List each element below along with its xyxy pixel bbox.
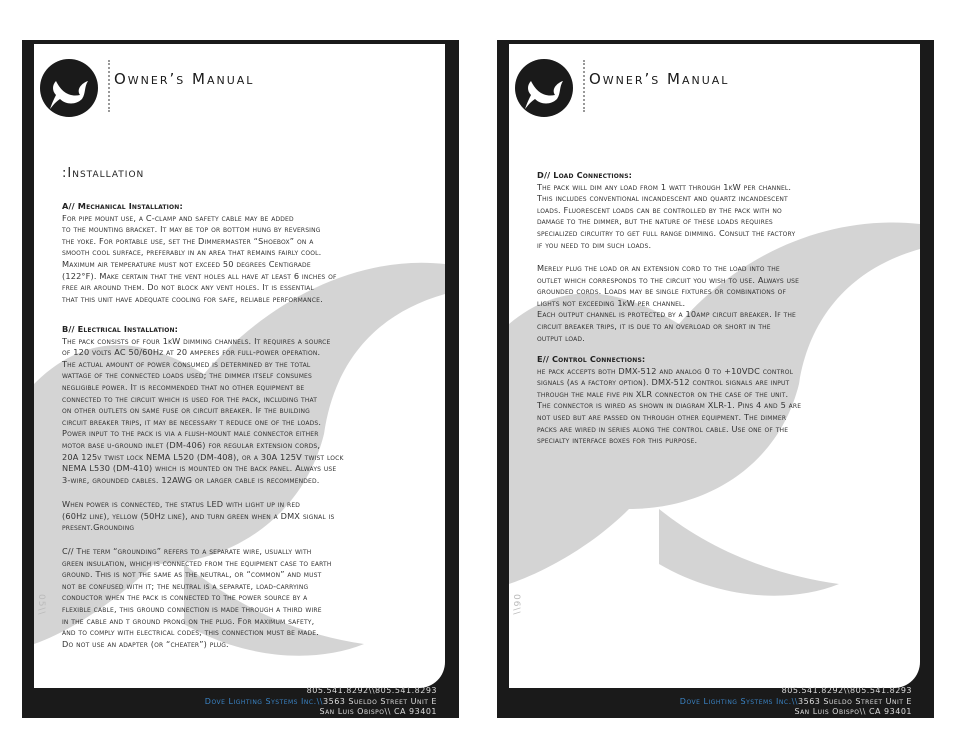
dove-logo-icon bbox=[515, 59, 573, 117]
text-line: For pipe mount use, a C-clamp and safety cable may be added bbox=[62, 212, 294, 223]
page-header-title: Owner’s Manual bbox=[589, 70, 730, 88]
text-line: and to comply with electrical codes, this connection must be made. bbox=[62, 627, 319, 638]
manual-page-right bbox=[497, 40, 934, 718]
text-line: The pack consists of four 1kW dimming channels. It requires a source bbox=[62, 335, 331, 346]
header-divider bbox=[583, 60, 585, 112]
header-divider bbox=[108, 60, 110, 112]
text-line: connected to the circuit which is used for the pack, including that bbox=[62, 393, 318, 404]
text-line: 20A 125v twist lock NEMA L520 (DM-408), or a 30A 125V twist lock bbox=[62, 451, 344, 462]
footer-phone: 805.541.8292\\805.541.8293 bbox=[306, 686, 437, 695]
text-line: specialty interface boxes for this purpose. bbox=[537, 435, 698, 446]
page-panel bbox=[509, 44, 920, 688]
text-line: on other outlets on same fuse or circuit breaker. If the building bbox=[62, 405, 310, 416]
text-line: wattage of the connected loads used; the dimmer itself consumes bbox=[62, 370, 312, 381]
footer-phone: 805.541.8292\\805.541.8293 bbox=[781, 686, 912, 695]
text-line: NEMA L530 (DM-410) which is mounted on the back panel. Always use bbox=[62, 463, 337, 474]
text-line: The connector is wired as shown in diagram XLR-1. Pins 4 and 5 are bbox=[537, 400, 802, 411]
text-line: not used but are passed on through other equipment. The dimmer bbox=[537, 411, 787, 422]
section-heading: E// Control Connections: bbox=[537, 354, 646, 364]
text-line: damage to the dimmer, but the nature of these loads requires bbox=[537, 216, 773, 227]
page-panel bbox=[34, 44, 445, 688]
text-line: outlet which corresponds to the circuit you wish to use. Always use bbox=[537, 274, 800, 285]
footer-street: 3563 Sueldo Street Unit E bbox=[798, 696, 912, 706]
text-line: if you need to dim such loads. bbox=[537, 239, 652, 250]
mechanical-installation-section bbox=[62, 201, 438, 305]
dove-logo-icon bbox=[40, 59, 98, 117]
page-footer bbox=[680, 686, 912, 718]
text-line: Power input to the pack is via a flush-mount male connector either bbox=[62, 428, 319, 439]
text-line: (122°F). Make certain that the vent holes all have at least 6 inches of bbox=[62, 270, 337, 281]
section-title: :Installation bbox=[62, 166, 145, 181]
text-line: output load. bbox=[537, 332, 585, 343]
footer-city: San Luis Obispo\\ CA 93401 bbox=[319, 707, 437, 716]
text-line: negligible power. It is recommended that no other equipment be bbox=[62, 381, 305, 392]
text-line: signals (as a factory option). DMX-512 control signals are input bbox=[537, 377, 790, 388]
page-footer bbox=[205, 686, 437, 718]
footer-address-line bbox=[205, 697, 437, 708]
text-line: When power is connected, the status LED with light up in red bbox=[62, 499, 301, 509]
footer-street: 3563 Sueldo Street Unit E bbox=[323, 696, 437, 706]
manual-page-left bbox=[22, 40, 459, 718]
electrical-installation-section bbox=[62, 324, 438, 486]
text-line: This includes conventional incandescent and quartz incandescent bbox=[537, 193, 788, 204]
text-line: packs are wired in series along the control cable. Use one of the bbox=[537, 423, 789, 434]
page-header-title: Owner’s Manual bbox=[114, 70, 255, 88]
footer-company: Dove Lighting Systems Inc.\\ bbox=[204, 696, 324, 706]
section-heading: D// Load Connections: bbox=[537, 170, 633, 180]
text-line: the yoke. For portable use, set the Dimmermaster “Shoebox” on a bbox=[62, 235, 314, 246]
page-number: 06\\ bbox=[511, 594, 521, 616]
text-line: lights not exceeding 1kW per channel. bbox=[537, 297, 686, 308]
text-line: Do not use an adapter (or “cheater”) plug. bbox=[62, 638, 229, 649]
text-line: in the cable and t ground prong on the plug. For maximum safety, bbox=[62, 615, 315, 626]
text-line: ground. This is not the same as the neutral, or “common” and must bbox=[62, 569, 322, 580]
text-line: conductor when the pack is connected to the power source by a bbox=[62, 592, 308, 603]
text-line: Maximum air temperature must not exceed 50 degrees Centigrade bbox=[62, 258, 311, 269]
text-line: The actual amount of power consumed is determined by the total bbox=[62, 358, 311, 369]
control-connections-section bbox=[537, 354, 913, 447]
text-line: motor base u-ground inlet (DM-406) for regular extension cords, bbox=[62, 439, 321, 450]
footer-company: Dove Lighting Systems Inc.\\ bbox=[679, 696, 799, 706]
text-line: Each output channel is protected by a 10amp circuit breaker. If the bbox=[537, 309, 796, 320]
text-line: grounded cords. Loads may be single fixtures or combinations of bbox=[537, 286, 787, 297]
text-line: Merely plug the load or an extension cord to the load into the bbox=[537, 263, 780, 273]
text-line: 3-wire, grounded cables. 12AWG or larger cable is recommended. bbox=[62, 474, 320, 485]
text-line: smooth cool surface, preferably in an area that remains fairly cool. bbox=[62, 247, 322, 258]
text-line: C// The term “grounding” refers to a separate wire, usually with bbox=[62, 546, 312, 556]
text-line: green insulation, which is connected from the equipment case to earth bbox=[62, 557, 332, 568]
load-connections-section bbox=[537, 170, 913, 251]
text-line: specialized circuitry to get full range dimming. Consult the factory bbox=[537, 227, 796, 238]
footer-city: San Luis Obispo\\ CA 93401 bbox=[794, 707, 912, 716]
plug-in-section bbox=[537, 263, 913, 344]
text-line: not be confused with it; the neutral is a separate, load-carrying bbox=[62, 580, 309, 591]
text-line: loads. Fluorescent loads can be controlled by the pack with no bbox=[537, 204, 782, 215]
text-line: of 120 volts AC 50/60Hz at 20 amperes for full-power operation. bbox=[62, 347, 321, 358]
footer-address-line bbox=[680, 697, 912, 708]
text-line: free air around them. Do not block any vent holes. It is essential bbox=[62, 282, 314, 293]
text-line: that this unit have adequate cooling for safe, reliable performance. bbox=[62, 293, 323, 304]
grounding-section bbox=[62, 546, 438, 650]
text-line: he pack accepts both DMX-512 and analog 0 to +10VDC control bbox=[537, 365, 794, 376]
text-line: (60Hz line), yellow (50Hz line), and turn green when a DMX signal is bbox=[62, 510, 335, 521]
text-line: circuit breaker trips, it is due to an overload or short in the bbox=[537, 320, 771, 331]
page-number: 05\\ bbox=[36, 594, 46, 616]
status-led-section bbox=[62, 499, 438, 534]
text-line: present.Grounding bbox=[62, 522, 135, 533]
text-line: The pack will dim any load from 1 watt through 1kW per channel. bbox=[537, 181, 792, 192]
text-line: through the male five pin XLR connector on the case of the unit. bbox=[537, 388, 789, 399]
text-line: flexible cable, this ground connection is made through a third wire bbox=[62, 603, 322, 614]
text-line: to the mounting bracket. It may be top or bottom hung by reversing bbox=[62, 224, 321, 235]
text-line: circuit breaker trips, it may be necessary t reduce one of the loads. bbox=[62, 416, 322, 427]
section-heading: B// Electrical Installation: bbox=[62, 324, 179, 334]
section-heading: A// Mechanical Installation: bbox=[62, 201, 183, 211]
